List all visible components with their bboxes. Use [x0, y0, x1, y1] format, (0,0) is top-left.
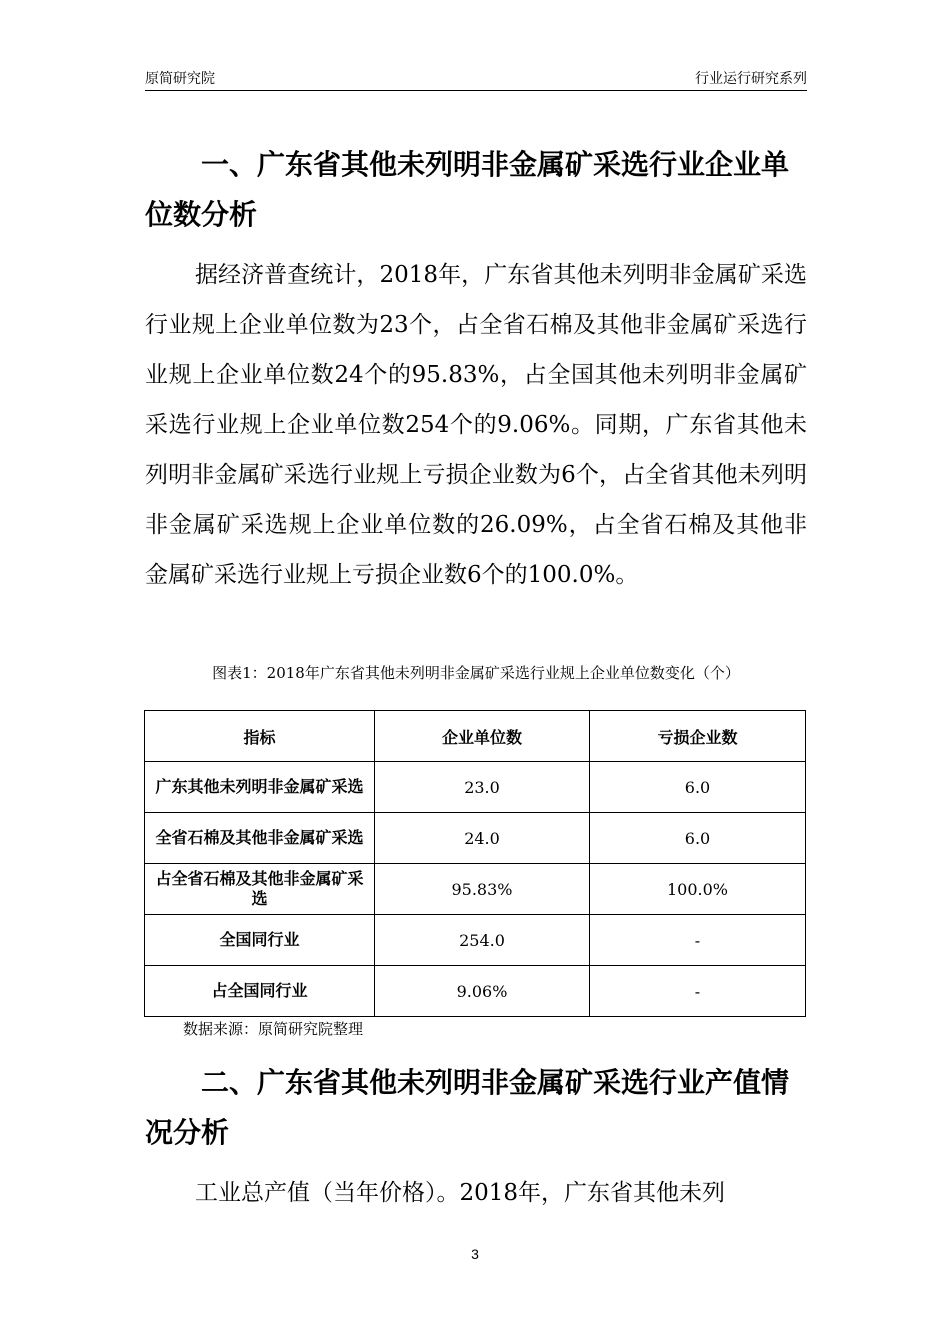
header-series: 行业运行研究系列: [695, 70, 807, 86]
table-row: [145, 813, 806, 864]
units-value: 95.83%: [375, 864, 590, 915]
row-label: 全省石棉及其他非金属矿采选: [145, 813, 375, 864]
section2-paragraph: 工业总产值（当年价格）。2018年，广东省其他未列: [195, 1180, 726, 1206]
loss-value: 6.0: [590, 762, 806, 813]
table-row: [145, 915, 806, 966]
section1-title: 一、广东省其他未列明非金属矿采选行业企业单位数分析: [145, 148, 790, 231]
table-row: [145, 966, 806, 1017]
table-source: 数据来源：原简研究院整理: [183, 1020, 364, 1038]
data-table: [144, 710, 806, 1017]
units-value: 23.0: [375, 762, 590, 813]
table-row: [145, 762, 806, 813]
page-number: 3: [471, 1246, 479, 1262]
loss-value: -: [590, 915, 806, 966]
section1-paragraph: 据经济普查统计，2018年，广东省其他未列明非金属矿采选行业规上企业单位数为23个，占全省石棉及其他非金属矿采选行业规上企业单位数24个的95.83%，占全国其他未列明非金属矿采选行业规上企业单位数254个的9.06%。同期，广东省其他未列明非金属矿采选行业规上亏损企业数为6个，占全省其他未列明非金属矿采选规上企业单位数的26.09%，占全省石棉及其他非金属矿采选行业规上亏损企业数6个的100.0%。: [145, 262, 807, 588]
row-label: 占全省石棉及其他非金属矿采选: [145, 864, 375, 915]
loss-value: 6.0: [590, 813, 806, 864]
table-row: [145, 864, 806, 915]
units-value: 254.0: [375, 915, 590, 966]
units-value: 9.06%: [375, 966, 590, 1017]
loss-value: 100.0%: [590, 864, 806, 915]
units-value: 24.0: [375, 813, 590, 864]
table-header-row: [145, 711, 806, 762]
loss-value: -: [590, 966, 806, 1017]
header-org: 原简研究院: [145, 70, 215, 86]
row-label: 全国同行业: [145, 915, 375, 966]
row-label: 广东其他未列明非金属矿采选: [145, 762, 375, 813]
header-cell-loss: 亏损企业数: [590, 711, 806, 762]
section2-title: 二、广东省其他未列明非金属矿采选行业产值情况分析: [145, 1066, 790, 1149]
row-label: 占全国同行业: [145, 966, 375, 1017]
table-caption: 图表1：2018年广东省其他未列明非金属矿采选行业规上企业单位数变化（个）: [212, 664, 740, 682]
header-cell-units: 企业单位数: [375, 711, 590, 762]
header-cell-indicator: 指标: [145, 711, 375, 762]
page-header: [145, 68, 807, 91]
